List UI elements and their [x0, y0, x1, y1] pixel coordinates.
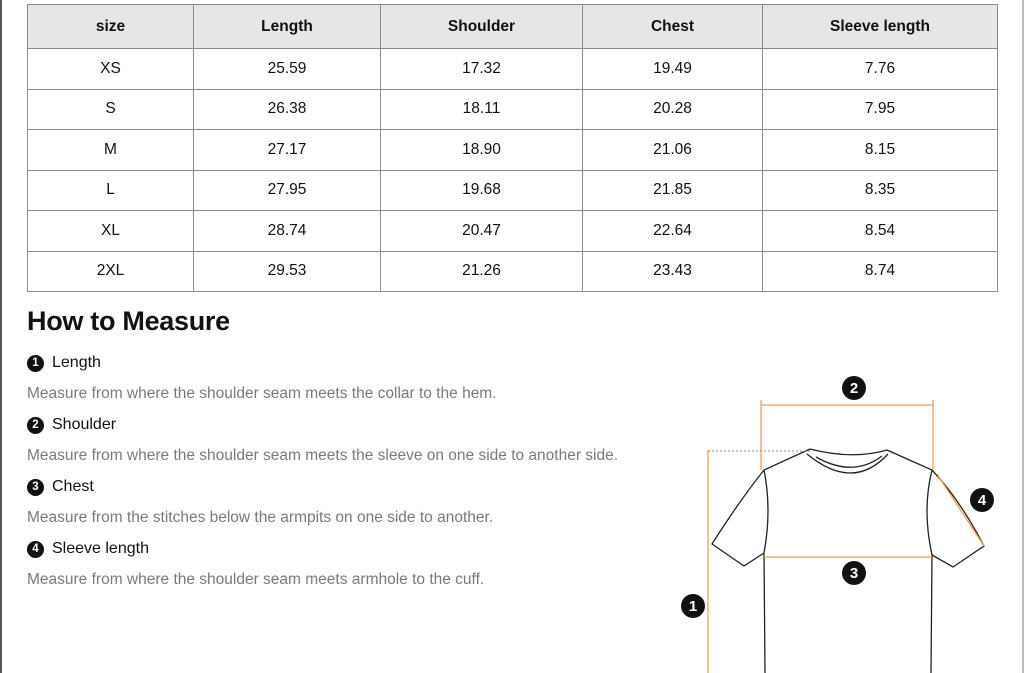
cell-size: XS [28, 49, 194, 90]
cell-size: 2XL [28, 251, 194, 292]
cell-size: XL [28, 211, 194, 252]
marker-2-icon: 2 [842, 376, 866, 400]
cell-size: L [28, 170, 194, 211]
header-length: Length [194, 5, 381, 49]
cell-shoulder: 19.68 [381, 170, 583, 211]
cell-chest: 21.85 [583, 170, 763, 211]
cell-sleeve-length: 8.35 [763, 170, 998, 211]
step-chest [27, 478, 94, 496]
table-row [28, 49, 998, 90]
cell-shoulder: 17.32 [381, 49, 583, 90]
cell-chest: 19.49 [583, 49, 763, 90]
number-badge-icon: 2 [27, 417, 44, 434]
header-size: size [28, 5, 194, 49]
step-description: Measure from where the shoulder seam meets armhole to the cuff. [27, 571, 485, 588]
cell-shoulder: 20.47 [381, 211, 583, 252]
table-row [28, 89, 998, 130]
cell-chest: 23.43 [583, 251, 763, 292]
cell-length: 28.74 [194, 211, 381, 252]
cell-chest: 20.28 [583, 89, 763, 130]
table-header-row [28, 5, 998, 49]
cell-sleeve-length: 8.15 [763, 130, 998, 171]
cell-sleeve-length: 8.74 [763, 251, 998, 292]
cell-sleeve-length: 7.76 [763, 49, 998, 90]
cell-size: S [28, 89, 194, 130]
tshirt-diagram [660, 360, 1000, 673]
marker-3-icon: 3 [842, 561, 866, 585]
step-shoulder [27, 416, 116, 434]
table-row [28, 130, 998, 171]
cell-chest: 21.06 [583, 130, 763, 171]
step-length [27, 354, 101, 372]
header-sleeve-length: Sleeve length [763, 5, 998, 49]
size-chart-table [27, 4, 998, 292]
step-sleeve-length [27, 540, 149, 558]
step-label: Sleeve length [52, 540, 149, 557]
cell-length: 29.53 [194, 251, 381, 292]
cell-size: M [28, 130, 194, 171]
table-row [28, 251, 998, 292]
step-description: Measure from where the shoulder seam meets the sleeve on one side to another side. [27, 447, 619, 464]
cell-sleeve-length: 8.54 [763, 211, 998, 252]
header-chest: Chest [583, 5, 763, 49]
cell-shoulder: 18.11 [381, 89, 583, 130]
cell-chest: 22.64 [583, 211, 763, 252]
number-badge-icon: 4 [27, 541, 44, 558]
step-label: Chest [52, 478, 94, 495]
step-label: Length [52, 354, 101, 371]
cell-shoulder: 18.90 [381, 130, 583, 171]
number-badge-icon: 1 [27, 355, 44, 372]
cell-length: 26.38 [194, 89, 381, 130]
left-border [0, 0, 2, 673]
marker-1-icon: 1 [681, 594, 705, 618]
cell-length: 25.59 [194, 49, 381, 90]
cell-length: 27.95 [194, 170, 381, 211]
cell-shoulder: 21.26 [381, 251, 583, 292]
step-description: Measure from the stitches below the armpits on one side to another. [27, 509, 494, 526]
step-description: Measure from where the shoulder seam meets the collar to the hem. [27, 385, 497, 402]
header-shoulder: Shoulder [381, 5, 583, 49]
marker-4-icon: 4 [970, 488, 994, 512]
number-badge-icon: 3 [27, 479, 44, 496]
cell-sleeve-length: 7.95 [763, 89, 998, 130]
table-row [28, 211, 998, 252]
step-label: Shoulder [52, 416, 117, 433]
measure-lines [708, 400, 984, 673]
page-title: How to Measure [27, 306, 230, 336]
table-row [28, 170, 998, 211]
cell-length: 27.17 [194, 130, 381, 171]
